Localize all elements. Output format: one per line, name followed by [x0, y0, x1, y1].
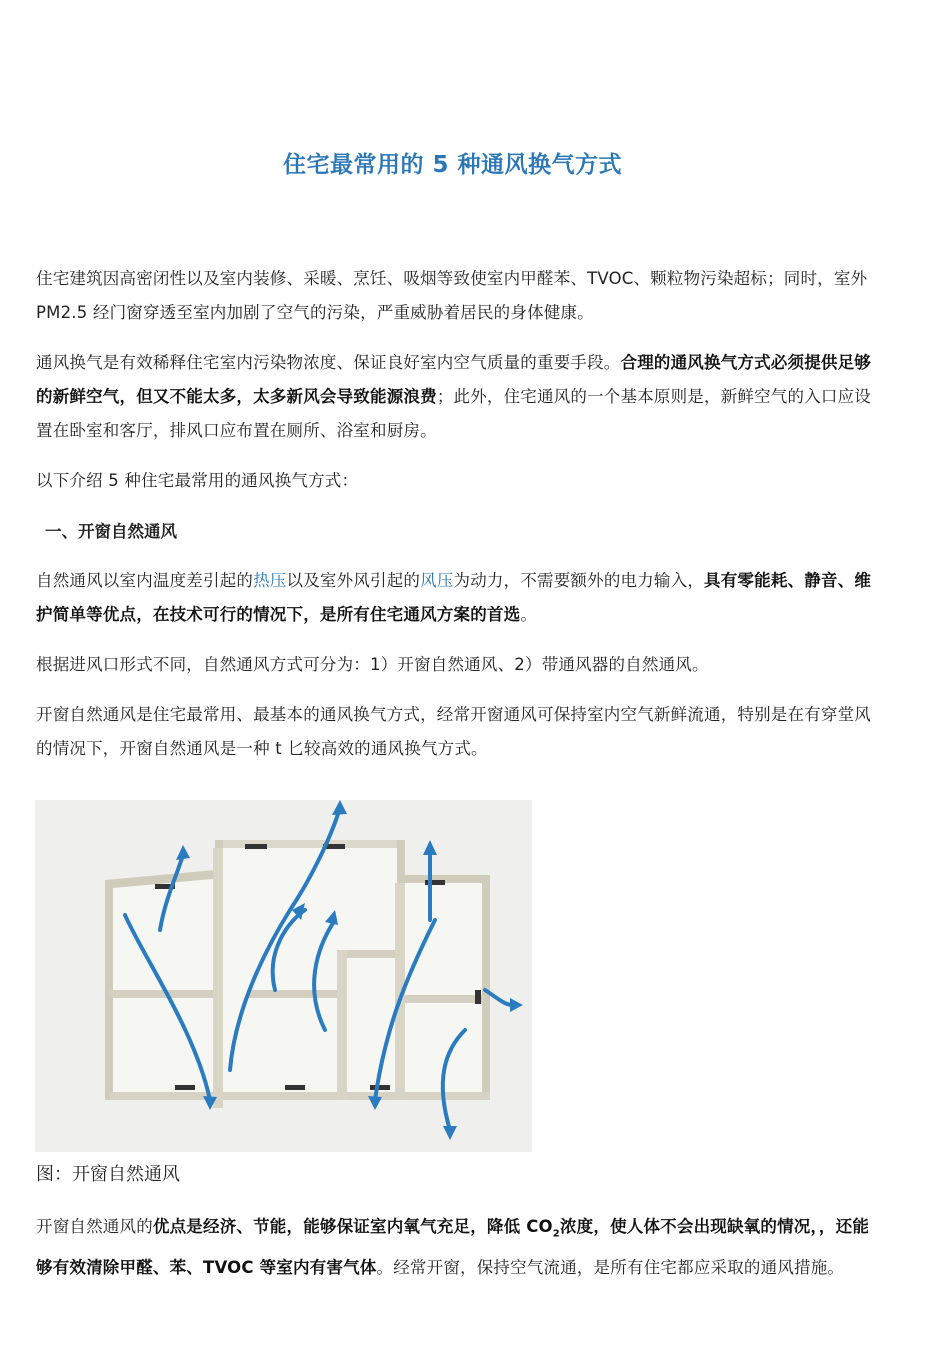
thermal-pressure-link[interactable]: 热压: [253, 571, 287, 590]
advantages-paragraph: 开窗自然通风的优点是经济、节能，能够保证室内氧气充足，降低 $CO_2$浓度，使人体不会出现缺氧的情况，，还能够有效清除甲醛、苯、TVOC 等室内有害气体。经常开窗，保持空气流通，是所有住宅都应采取的通风措施。: [36, 1217, 870, 1278]
ventilation-figure: [35, 800, 532, 1152]
natural-ventilation-paragraph: 自然通风以室内温度差引起的热压以及室外风引起的风压为动力，不需要额外的电力输入，具有零能耗、静音、维护简单等优点，在技术可行的情况下，是所有住宅通风方案的首选。: [36, 571, 872, 624]
page-title: 住宅最常用的 5 种通风换气方式: [282, 152, 623, 178]
floor-plan-illustration: [35, 800, 532, 1152]
intro-paragraph: 住宅建筑因高密闭性以及室内装修、采暖、烹饪、吸烟等致使室内甲醛苯、TVOC、颗粒物污染超标；同时，室外 PM2.5 经门窗穿透至室内加剧了空气的污染，严重威胁着居民的身体健康。: [36, 269, 868, 322]
figure-caption: 图：开窗自然通风: [36, 1164, 180, 1185]
window-ventilation-paragraph: 开窗自然通风是住宅最常用、最基本的通风换气方式，经常开窗通风可保持室内空气新鲜流通，特别是在有穿堂风的情况下，开窗自然通风是一种 t 匕较高效的通风换气方式。: [36, 705, 871, 758]
list-intro-paragraph: 以下介绍 5 种住宅最常用的通风换气方式：: [36, 471, 359, 490]
wind-pressure-link[interactable]: 风压: [420, 571, 454, 590]
section-heading: 一、开窗自然通风: [45, 522, 177, 541]
ventilation-paragraph: 通风换气是有效稀释住宅室内污染物浓度、保证良好室内空气质量的重要手段。合理的通风换气方式必须提供足够的新鲜空气，但又不能太多，太多新风会导致能源浪费；此外，住宅通风的一个基本原则是，新鲜空气的入口应设置在卧室和客厅，排风口应布置在厕所、浴室和厨房。: [36, 353, 872, 440]
types-paragraph: 根据进风口形式不同，自然通风方式可分为：1）开窗自然通风、2）带通风器的自然通风。: [36, 655, 709, 674]
